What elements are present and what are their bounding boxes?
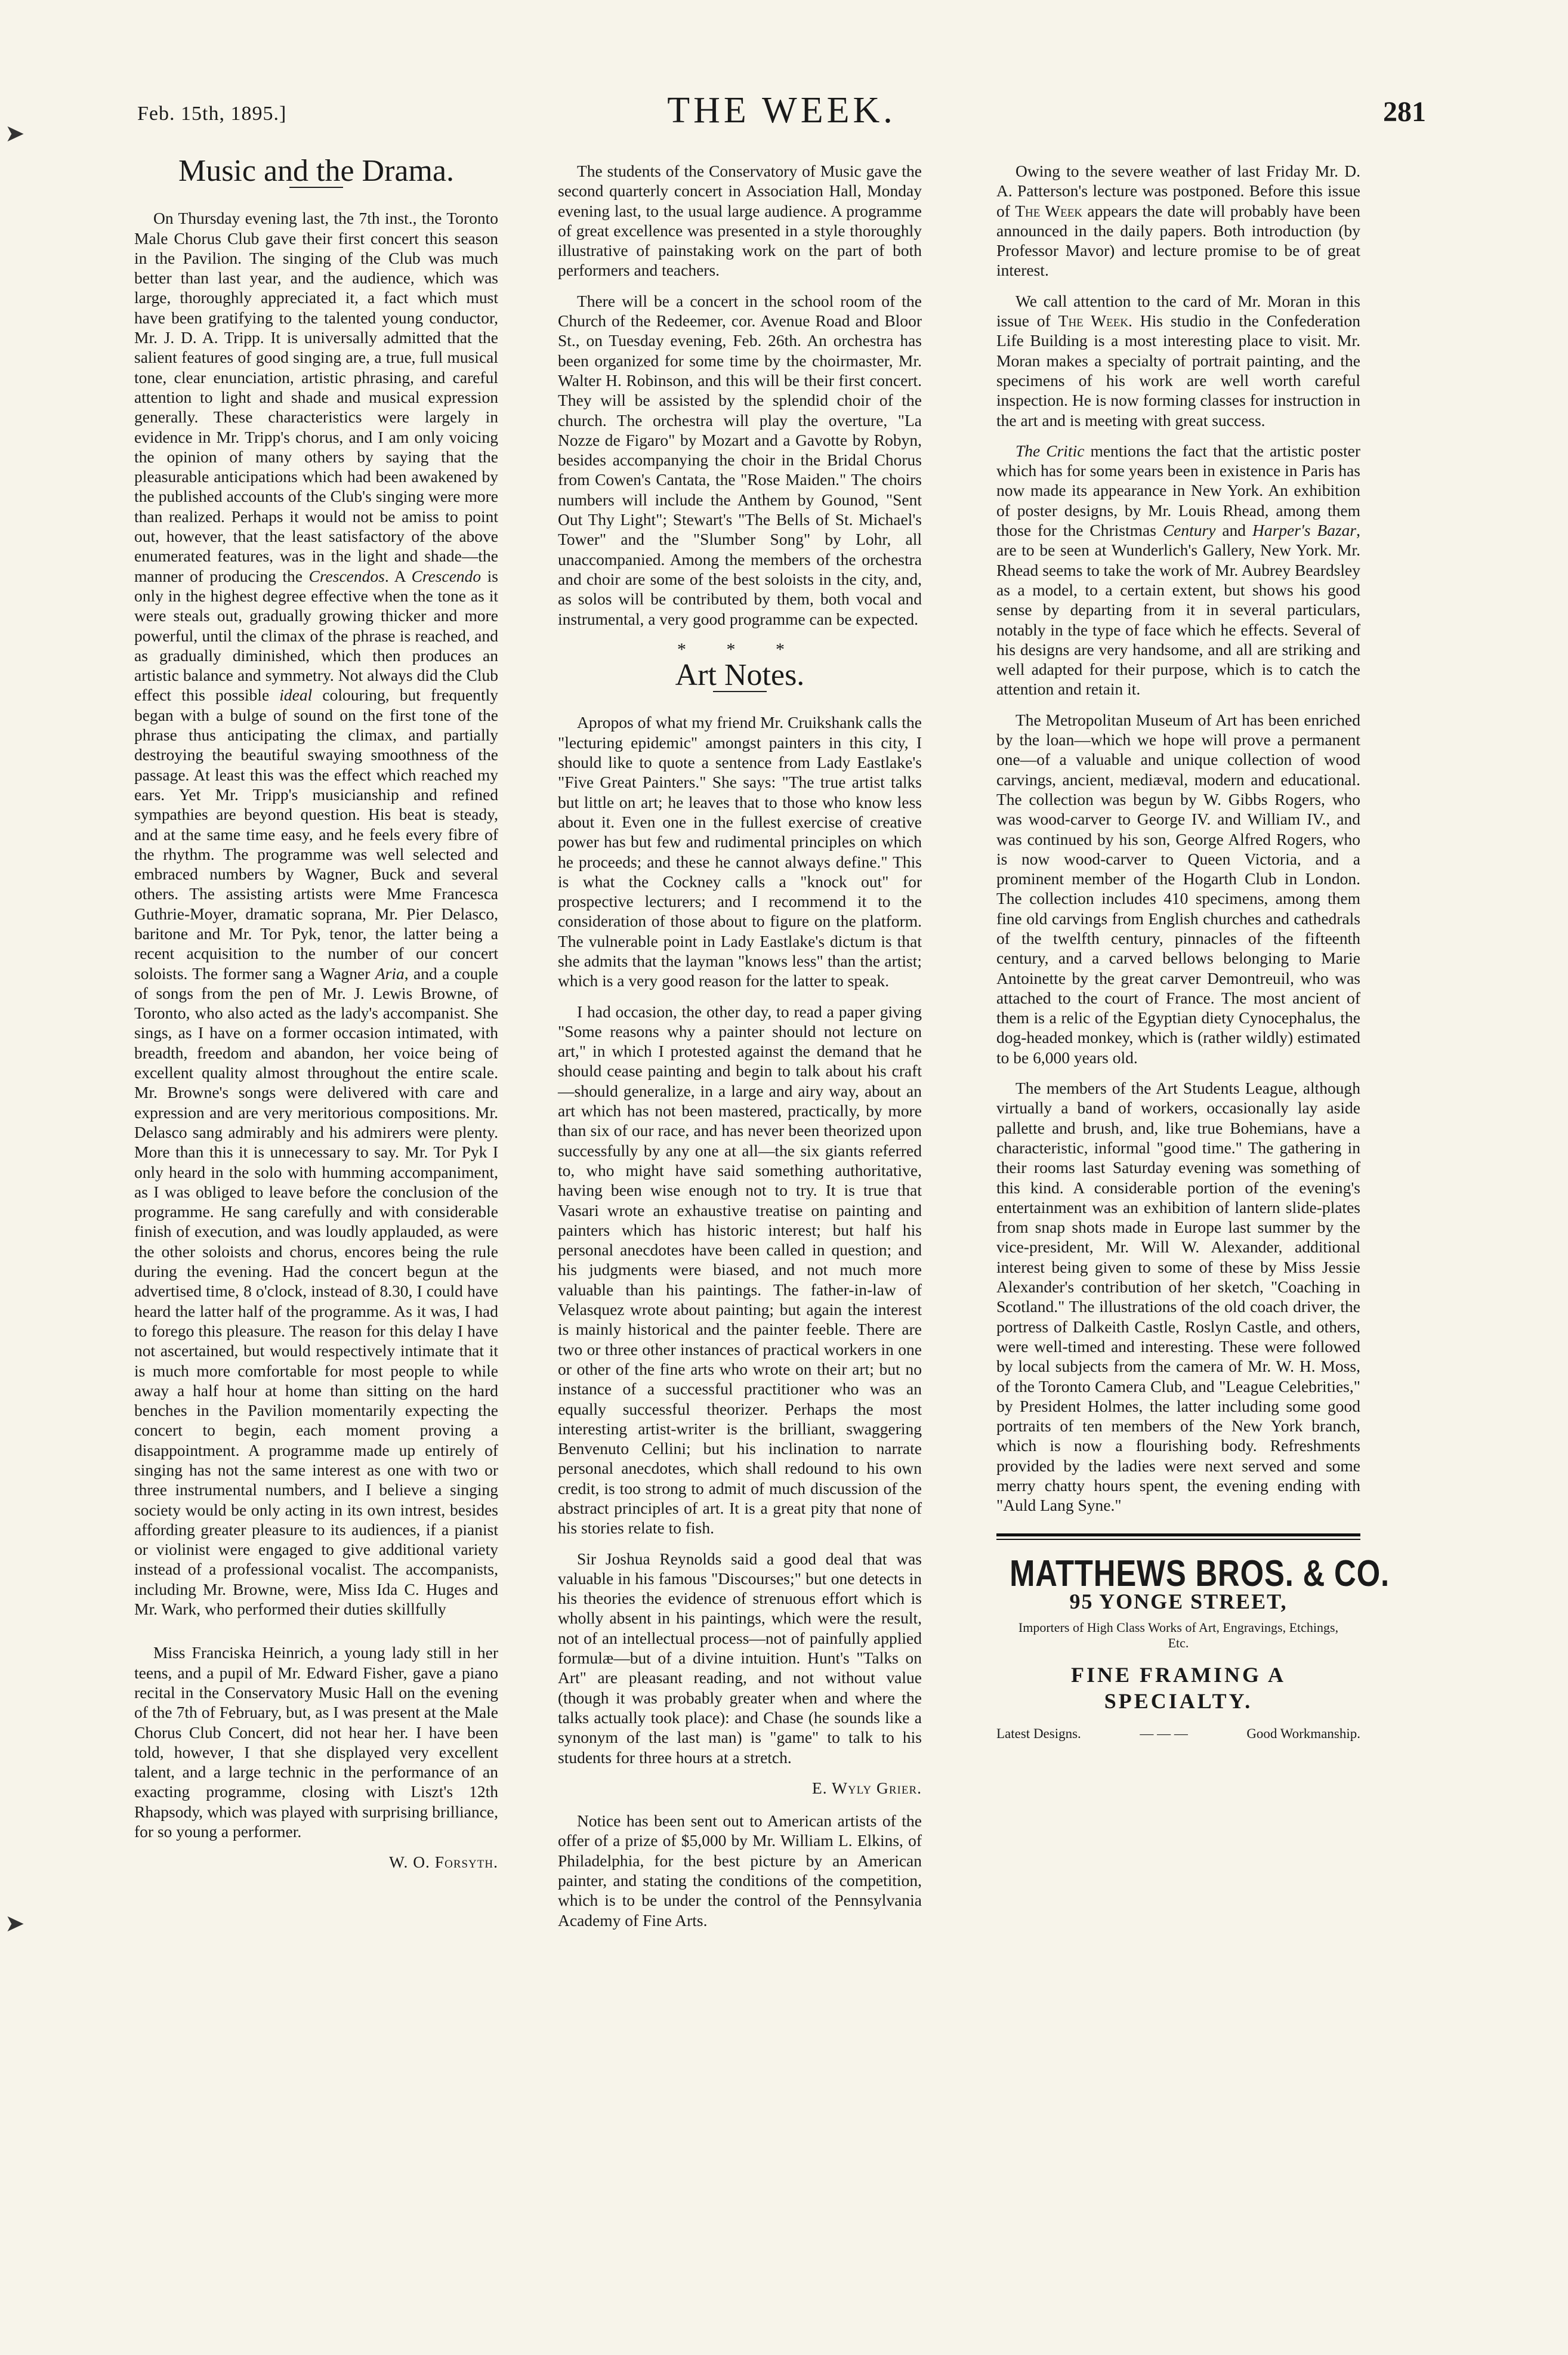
column-3 xyxy=(996,161,1390,1743)
art-paragraph: We call attention to the card of Mr. Moran in this issue of The Week. His studio in the Confederation Life Building is a most interesting place to visit. Mr. Moran makes a specialty of portrait painting, and the specimens of his work are well worth careful inspection. He is now forming classes for instruction in the art and is meeting with great success. xyxy=(996,291,1360,430)
publication-title: THE WEEK. xyxy=(667,90,896,131)
music-paragraph: On Thursday evening last, the 7th inst., the Toronto Male Chorus Club gave their first concert this season in the Pavilion. The singing of the Club was much better than last year, and the audience, which was large, thoroughly appreciated it, a fact which must have been gratifying to the talented young conductor, Mr. J. D. A. Tripp. It is universally admitted that the salient features of good singing are, a true, full musical tone, clear enunciation, artistic phrasing, and careful attention to light and shade and musical expression generally. These characteristics were largely in evidence in Mr. Tripp's chorus, and I am only voicing the opinion of many others by saying that the pleasurable anticipations which had been awakened by the published accounts of the Club's singing were more than realized. Perhaps it would not be amiss to point out, however, that the least satisfactory of the above enumerated features, was in the light and shade—the manner of producing the Crescendos. A Crescendo is only in the highest degree effective when the tone as it were steals out, gradually growing thicker and more powerful, until the climax of the phrase is reached, and as gradually diminished, which then produces an artistic balance and symmetry. Not always did the Club effect this possible ideal colouring, but frequently began with a bulge of sound on the first tone of the phrase thus anticipating the climax, and partially destroying the beautiful swaying smoothness of the passage. At least this was the effect which reached my ears. Yet Mr. Tripp's musicianship and refined sympathies are beyond question. His beat is steady, and at the same time easy, and he feels every fibre of the rhythm. The programme was well selected and embraced numbers by Wagner, Buck and several others. The assisting artists were Mme Francesca Guthrie-Moyer, dramatic soprana, Mr. Pier Delasco, baritone and Mr. Tor Pyk, tenor, the latter being a recent acquisition to the number of our concert soloists. The former sang a Wagner Aria, and a couple of songs from the pen of Mr. J. Lewis Browne, of Toronto, who also acted as the lady's accompanist. She sings, as I have on a former occasion intimated, with breadth, freedom and abandon, her voice being of excellent quality almost throughout the entire scale. Mr. Browne's songs were delivered with care and expression and are very meritorious compositions. Mr. Delasco sang admirably and his admirers were plenty. More than this it is unnecessary to say. Mr. Tor Pyk I only heard in the solo with humming accompaniment, as I was obliged to leave before the conclusion of the programme. He sang carefully and with considerable finish of execution, and was loudly applauded, as were the other soloists and chorus, encores being the rule during the evening. Had the concert begun at the advertised time, 8 o'clock, instead of 8.30, I could have heard the latter half of the programme. As it was, I had to forego this pleasure. The reason for this delay I have not ascertained, but would respectively intimate that it is much more comfortable for most people to while away a half hour at home than sitting on the hard benches in the Pavilion momentarily expecting the concert to begin, each moment proving a disappointment. A programme made up entirely of singing has not the same interest as one with two or three instrumental numbers, and I believe a singing society would be only acting in its own intrest, besides affording greater pleasure to its audiences, if a pianist or violinist were engaged to give additional variety instead of a professional vocalist. The accompanists, including Mr. Browne, were, Miss Ida C. Huges and Mr. Wark, who performed their duties skillfully xyxy=(134,209,499,1619)
art-paragraph: The members of the Art Students League, although virtually a band of workers, occasionally lay aside pallette and brush, and, like true Bohemians, have a characteristic, informal "good time." The gathering in their rooms last Saturday evening was something of this kind. A considerable portion of the evening's entertainment was an exhibition of lantern slide-plates from snap shots made in Europe last summer by the vice-president, Mr. Will W. Alexander, additional interest being given to some of these by Miss Jessie Alexander's contribution of her sketch, "Coaching in Scotland." The illustrations of the old coach driver, the portress of Dalkeith Castle, Roslyn Castle, and others, were well-timed and interesting. These were followed by local subjects from the camera of Mr. W. H. Moss, of the Toronto Camera Club, and "League Celebrities," by President Holmes, the latter including some good portraits of ten members of the New York branch, which is now a flourishing body. Refreshments provided by the ladies were next served and some merry chatty hours spent, the evening ending with "Auld Lang Syne." xyxy=(996,1079,1360,1515)
advertisement xyxy=(996,1552,1390,1744)
column-2 xyxy=(558,161,922,1941)
author-signature: W. O. Forsyth. xyxy=(389,1853,498,1872)
music-paragraph: The students of the Conservatory of Music gave the second quarterly concert in Association Hall, Monday evening last, to the usual large audience. A programme of great excellence was presented in a style thoroughly illustrative of painstaking work on the part of both performers and teachers. xyxy=(558,162,922,280)
art-paragraph: Apropos of what my friend Mr. Cruikshank calls the "lecturing epidemic" amongst painters in this city, I should like to quote a sentence from Lady Eastlake's "Five Great Painters." She says: "The true artist talks but little on art; he leaves that to those who know less about it. Even one in the fullest exercise of creative power has but few and rudimental principles on which he proceeds; and these he cannot always define." This is what the Cockney calls a "knock out" for prospective lecturers; and I recommend it to the consideration of those about to figure on the platform. The vulnerable point in Lady Eastlake's dictum is that she admits that the layman "knows less" than the artist; which is a very good reason for the latter to speak. xyxy=(558,713,922,990)
art-paragraph: The Critic mentions the fact that the artistic poster which has for some years been in existence in Paris has now made its appearance in New York. An exhibition of poster designs, by Mr. Louis Rhead, among them those for the Christmas Century and Harper's Bazar, are to be seen at Wunderlich's Gallery, New York. Mr. Rhead seems to take the work of Mr. Aubrey Beardsley as a model, to a certain extent, but shows his good sense by departing from it in several particulars, notably in the type of face which he effects. Several of his designs are very handsome, and all are striking and well adapted for their purpose, which is to catch the attention and retain it. xyxy=(996,441,1360,699)
latest-designs: Latest Designs. xyxy=(996,1726,1081,1742)
page-header xyxy=(137,89,1426,143)
column-1 xyxy=(134,154,499,1885)
section-separator: * * * xyxy=(677,639,802,659)
advertiser-name: MATTHEWS BROS. & CO. xyxy=(1010,1552,1390,1594)
issue-date: Feb. 15th, 1895.] xyxy=(137,103,287,125)
good-workmanship: Good Workmanship. xyxy=(1246,1726,1360,1742)
advertisement-divider xyxy=(996,1533,1360,1540)
advertiser-description: Importers of High Class Works of Art, Engravings, Etchings, Etc. xyxy=(1018,1620,1339,1651)
page-number: 281 xyxy=(1383,96,1426,128)
advertiser-footer xyxy=(996,1724,1360,1743)
art-paragraph: I had occasion, the other day, to read a paper giving "Some reasons why a painter should not lecture on art," in which I protested against the demand that he should cease painting and begin to talk about his craft—should generalize, in a large and airy way, about an art which has not been mastered, practically, by more than six of our race, and has never been theorized upon successfully by any one at all—the six giants referred to, who might have said something authoritative, having been wise enough not to try. It is true that Vasari wrote an exhaustive treatise on painting and painters which has historic interest; but half his personal anecdotes have been called in question; and his judgments were biased, and not much more valuable than his paintings. The father-in-law of Velasquez wrote about painting; but again the interest is mainly historical and the painter feeble. There are two or three other instances of practical workers in one or other of the fine arts who wrote on their art; but no instance of a successful practitioner who was an equally successful theorizer. Perhaps the most interesting artist-writer is the brilliant, swaggering Benvenuto Cellini; but his inclination to narrate personal anecdotes, which shall redound to his own credit, is too strong to admit of much discussion of the abstract principles of art. It is a great pity that none of his stories relate to fish. xyxy=(558,1002,922,1538)
advertiser-specialty: FINE FRAMING A SPECIALTY. xyxy=(1071,1663,1286,1714)
art-paragraph: Notice has been sent out to American artists of the offer of a prize of $5,000 by Mr. William L. Elkins, of Philadelphia, for the best picture by an American painter, and stating the conditions of the competition, which is to be under the control of the Pennsylvania Academy of Fine Arts. xyxy=(558,1811,922,1930)
music-section-title: Music and the Drama. xyxy=(178,154,455,188)
art-paragraph: Sir Joshua Reynolds said a good deal that was valuable in his famous "Discourses;" but one detects in his theories the evidence of strenuous effort which is wholly absent in his paintings, which were the result, not of an intellectual process—not of painfully applied formulæ—but of a divine intuition. Hunt's "Talks on Art" are pleasant reading, and not without value (though it was probably greater when and where the talks actually took place): and Chase (he sounds like a synonym of the last man) is "game" to talk to his students for three hours at a stretch. xyxy=(558,1549,922,1767)
art-paragraph: The Metropolitan Museum of Art has been enriched by the loan—which we hope will prove a permanent one—of a valuable and unique collection of wood carvings, ancient, mediæval, modern and educational. The collection was begun by W. Gibbs Rogers, who was wood-carver to George IV. and William IV., and was continued by his son, George Alfred Rogers, who is now wood-carver to Queen Victoria, and a prominent member of the Hogarth Club in London. The collection includes 410 specimens, among them fine old carvings from English churches and cathedrals of the twelfth century, pinnacles of the fifteenth century, and a carved bellows belonging to Marie Antoinette by the great carver Demontreuil, who was attached to the court of France. The most ancient of them is a relic of the Egyptian diety Cynocephalus, the dog-headed monkey, which is (rather wildly) estimated to be 6,000 years old. xyxy=(996,710,1360,1067)
music-paragraph: There will be a concert in the school room of the Church of the Redeemer, cor. Avenue Road and Bloor St., on Tuesday evening, Feb. 26th. An orchestra has been organized for some time by the choirmaster, Mr. Walter H. Robinson, and this will be their first concert. They will be assisted by the splendid choir of the church. The orchestra will play the overture, "La Nozze de Figaro" by Mozart and a Gavotte by Robyn, besides accompanying the choir in the Bridal Chorus from Cowen's Cantata, the "Rose Maiden." The choirs numbers will include the Anthem by Gounod, "Sent Out Thy Light"; Stewart's "The Bells of St. Michael's Tower" and the "Slumber Song" by Lohr, all unaccompanied. Among the members of the orchestra and choir are some of the best soloists in the city, and, as solos will be contributed by them, both vocal and instrumental, a very good programme can be expected. xyxy=(558,291,922,628)
author-signature: E. Wyly Grier. xyxy=(811,1778,922,1797)
music-paragraph: Miss Franciska Heinrich, a young lady still in her teens, and a pupil of Mr. Edward Fisher, gave a piano recital in the Conservatory Music Hall on the evening of the 7th of February, but, as I was present at the Male Chorus Club Concert, did not hear her. I have been told, however, I that she displayed very excellent talent, and a large technic in the performance of an exacting programme, closing with Liszt's 12th Rhapsody, which was played with surprising brilliance, for so young a performer. xyxy=(134,1643,498,1841)
art-section-title: Art Notes. xyxy=(675,658,805,693)
margin-arrow-icon: ➤ xyxy=(5,1910,25,1937)
advertiser-address: 95 YONGE STREET, xyxy=(1069,1589,1288,1613)
art-paragraph: Owing to the severe weather of last Friday Mr. D. A. Patterson's lecture was postponed. Before this issue of The Week appears the date will probably have been announced in the daily papers. Both introduction (by Professor Mavor) and lecture promise to be of great interest. xyxy=(996,162,1360,280)
margin-arrow-icon: ➤ xyxy=(5,120,25,147)
dash-separator: — — — xyxy=(1140,1726,1188,1742)
